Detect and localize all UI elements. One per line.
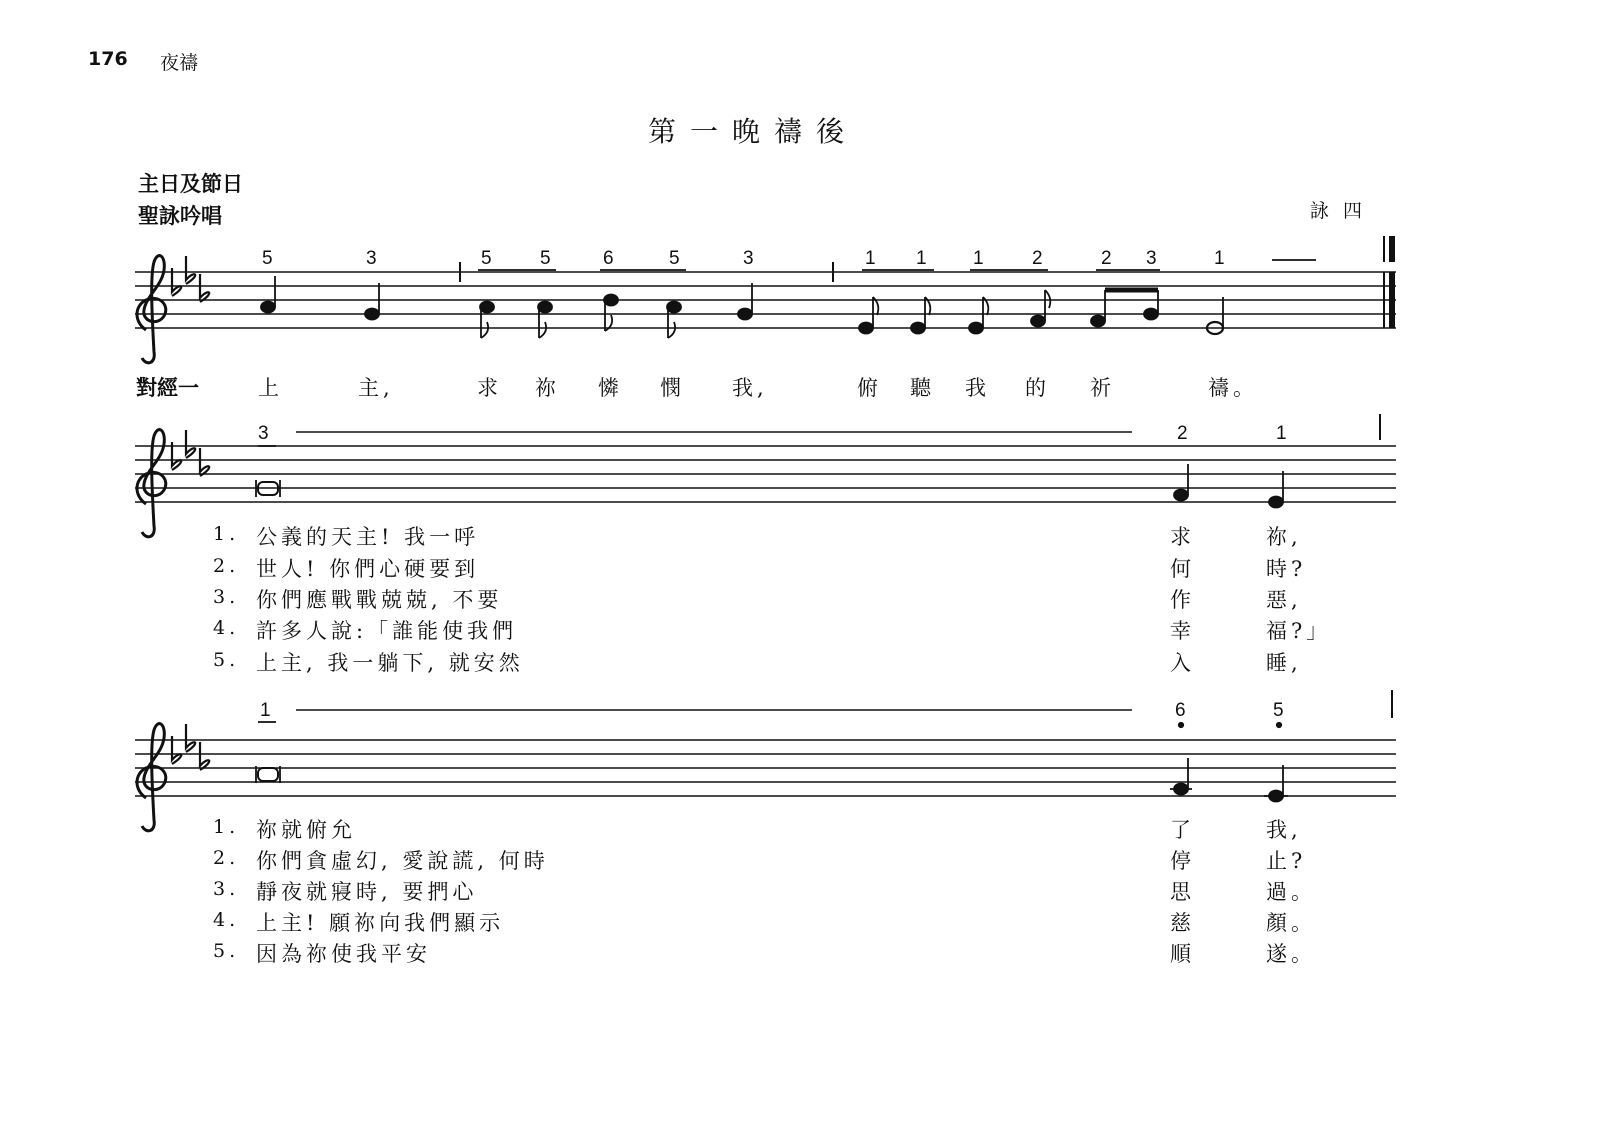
staff-2	[135, 446, 1396, 502]
verse-number: 2.	[213, 555, 240, 577]
verse-ending: 時?	[1266, 557, 1307, 581]
lyric-syllable: 俯	[857, 376, 882, 400]
lyric-syllable: 憫	[660, 376, 685, 400]
key-signature-icon	[172, 256, 209, 302]
lyric-syllable: 的	[1025, 376, 1050, 400]
verse-number: 5.	[213, 940, 240, 962]
jianpu-number: 5	[262, 248, 273, 269]
jianpu-number: 2	[1101, 248, 1112, 269]
verse-number: 2.	[213, 847, 240, 869]
jianpu-number: 1	[916, 248, 927, 269]
verse-ending: 睡,	[1266, 651, 1302, 675]
verse-ending: 幸	[1170, 619, 1195, 643]
jianpu-dash	[1270, 244, 1298, 262]
verse-ending: 惡,	[1266, 588, 1302, 612]
antiphon-label: 對經一	[136, 375, 199, 400]
verse-number: 1.	[213, 523, 240, 545]
verse-text: 許多人說:「誰能使我們	[256, 619, 518, 643]
lyric-syllable: 祢	[535, 376, 560, 400]
verse-ending: 顏。	[1266, 911, 1316, 935]
psalm-label: 詠四	[1310, 200, 1377, 222]
verse-ending: 何	[1170, 557, 1195, 581]
lyric-syllable: 求	[477, 376, 502, 400]
verse-text: 靜夜就寢時, 要捫心	[256, 880, 478, 904]
verse-number: 4.	[213, 617, 240, 639]
jianpu-number: 3	[1146, 248, 1157, 269]
verse-ending: 過。	[1266, 880, 1316, 904]
occasion-label: 主日及節日	[138, 171, 243, 196]
page-title: 第一晚禱後	[648, 115, 859, 148]
verse-number: 4.	[213, 909, 240, 931]
verse-ending: 福?」	[1266, 619, 1332, 643]
verse-text: 世人! 你們心硬要到	[256, 557, 480, 581]
lyric-syllable: 聽	[910, 376, 935, 400]
lyric-syllable: 祈	[1090, 376, 1115, 400]
verse-ending: 順	[1170, 942, 1195, 966]
style-label: 聖詠吟唱	[138, 203, 222, 228]
page-number: 176	[88, 48, 128, 70]
verse-text: 因為祢使我平安	[256, 942, 431, 966]
key-signature-icon	[172, 724, 209, 770]
jianpu-number: 1	[1276, 423, 1287, 444]
lyric-syllable: 憐	[598, 376, 623, 400]
jianpu-number: 5	[669, 248, 680, 269]
jianpu-number: 1	[865, 248, 876, 269]
verse-text: 上主, 我一躺下, 就安然	[256, 651, 524, 675]
verse-ending: 了	[1170, 818, 1195, 842]
verse-ending: 入	[1170, 651, 1195, 675]
verse-number: 3.	[213, 586, 240, 608]
jianpu-number: 2	[1177, 423, 1188, 444]
jianpu-number: 2	[1032, 248, 1043, 269]
verse-ending: 止?	[1266, 849, 1307, 873]
verse-text: 祢就俯允	[256, 818, 356, 842]
lyric-syllable: 我	[965, 376, 990, 400]
jianpu-number: 1	[1214, 248, 1225, 269]
lyric-syllable: 主,	[358, 376, 394, 400]
verse-ending: 思	[1170, 880, 1195, 904]
section-title: 夜禱	[160, 52, 199, 74]
verse-text: 你們應戰戰兢兢, 不要	[256, 588, 503, 612]
verse-text: 公義的天主! 我一呼	[256, 525, 480, 549]
verse-ending: 停	[1170, 849, 1195, 873]
jianpu-number: 1	[973, 248, 984, 269]
jianpu-number: 5	[540, 248, 551, 269]
staff-3	[135, 740, 1396, 796]
jianpu-number: 6	[1175, 700, 1186, 721]
lyric-syllable: 禱。	[1208, 376, 1258, 400]
verse-ending: 我,	[1266, 818, 1302, 842]
verse-number: 5.	[213, 649, 240, 671]
key-signature-icon	[172, 430, 209, 476]
jianpu-number: 5	[481, 248, 492, 269]
verse-text: 上主! 願祢向我們顯示	[256, 911, 505, 935]
verse-ending: 遂。	[1266, 942, 1316, 966]
jianpu-number: 5	[1273, 700, 1284, 721]
lyric-syllable: 我,	[732, 376, 768, 400]
verse-ending: 作	[1170, 588, 1195, 612]
jianpu-number: 3	[743, 248, 754, 269]
jianpu-number: 3	[366, 248, 377, 269]
jianpu-number: 1	[260, 700, 271, 721]
verse-number: 3.	[213, 878, 240, 900]
verse-ending: 祢,	[1266, 525, 1302, 549]
verse-number: 1.	[213, 816, 240, 838]
jianpu-number: 3	[258, 423, 269, 444]
staff-1	[135, 272, 1396, 328]
lyric-syllable: 上	[258, 376, 283, 400]
verse-text: 你們貪虛幻, 愛說謊, 何時	[256, 849, 549, 873]
verse-ending: 慈	[1170, 911, 1195, 935]
verse-ending: 求	[1170, 525, 1195, 549]
jianpu-number: 6	[603, 248, 614, 269]
